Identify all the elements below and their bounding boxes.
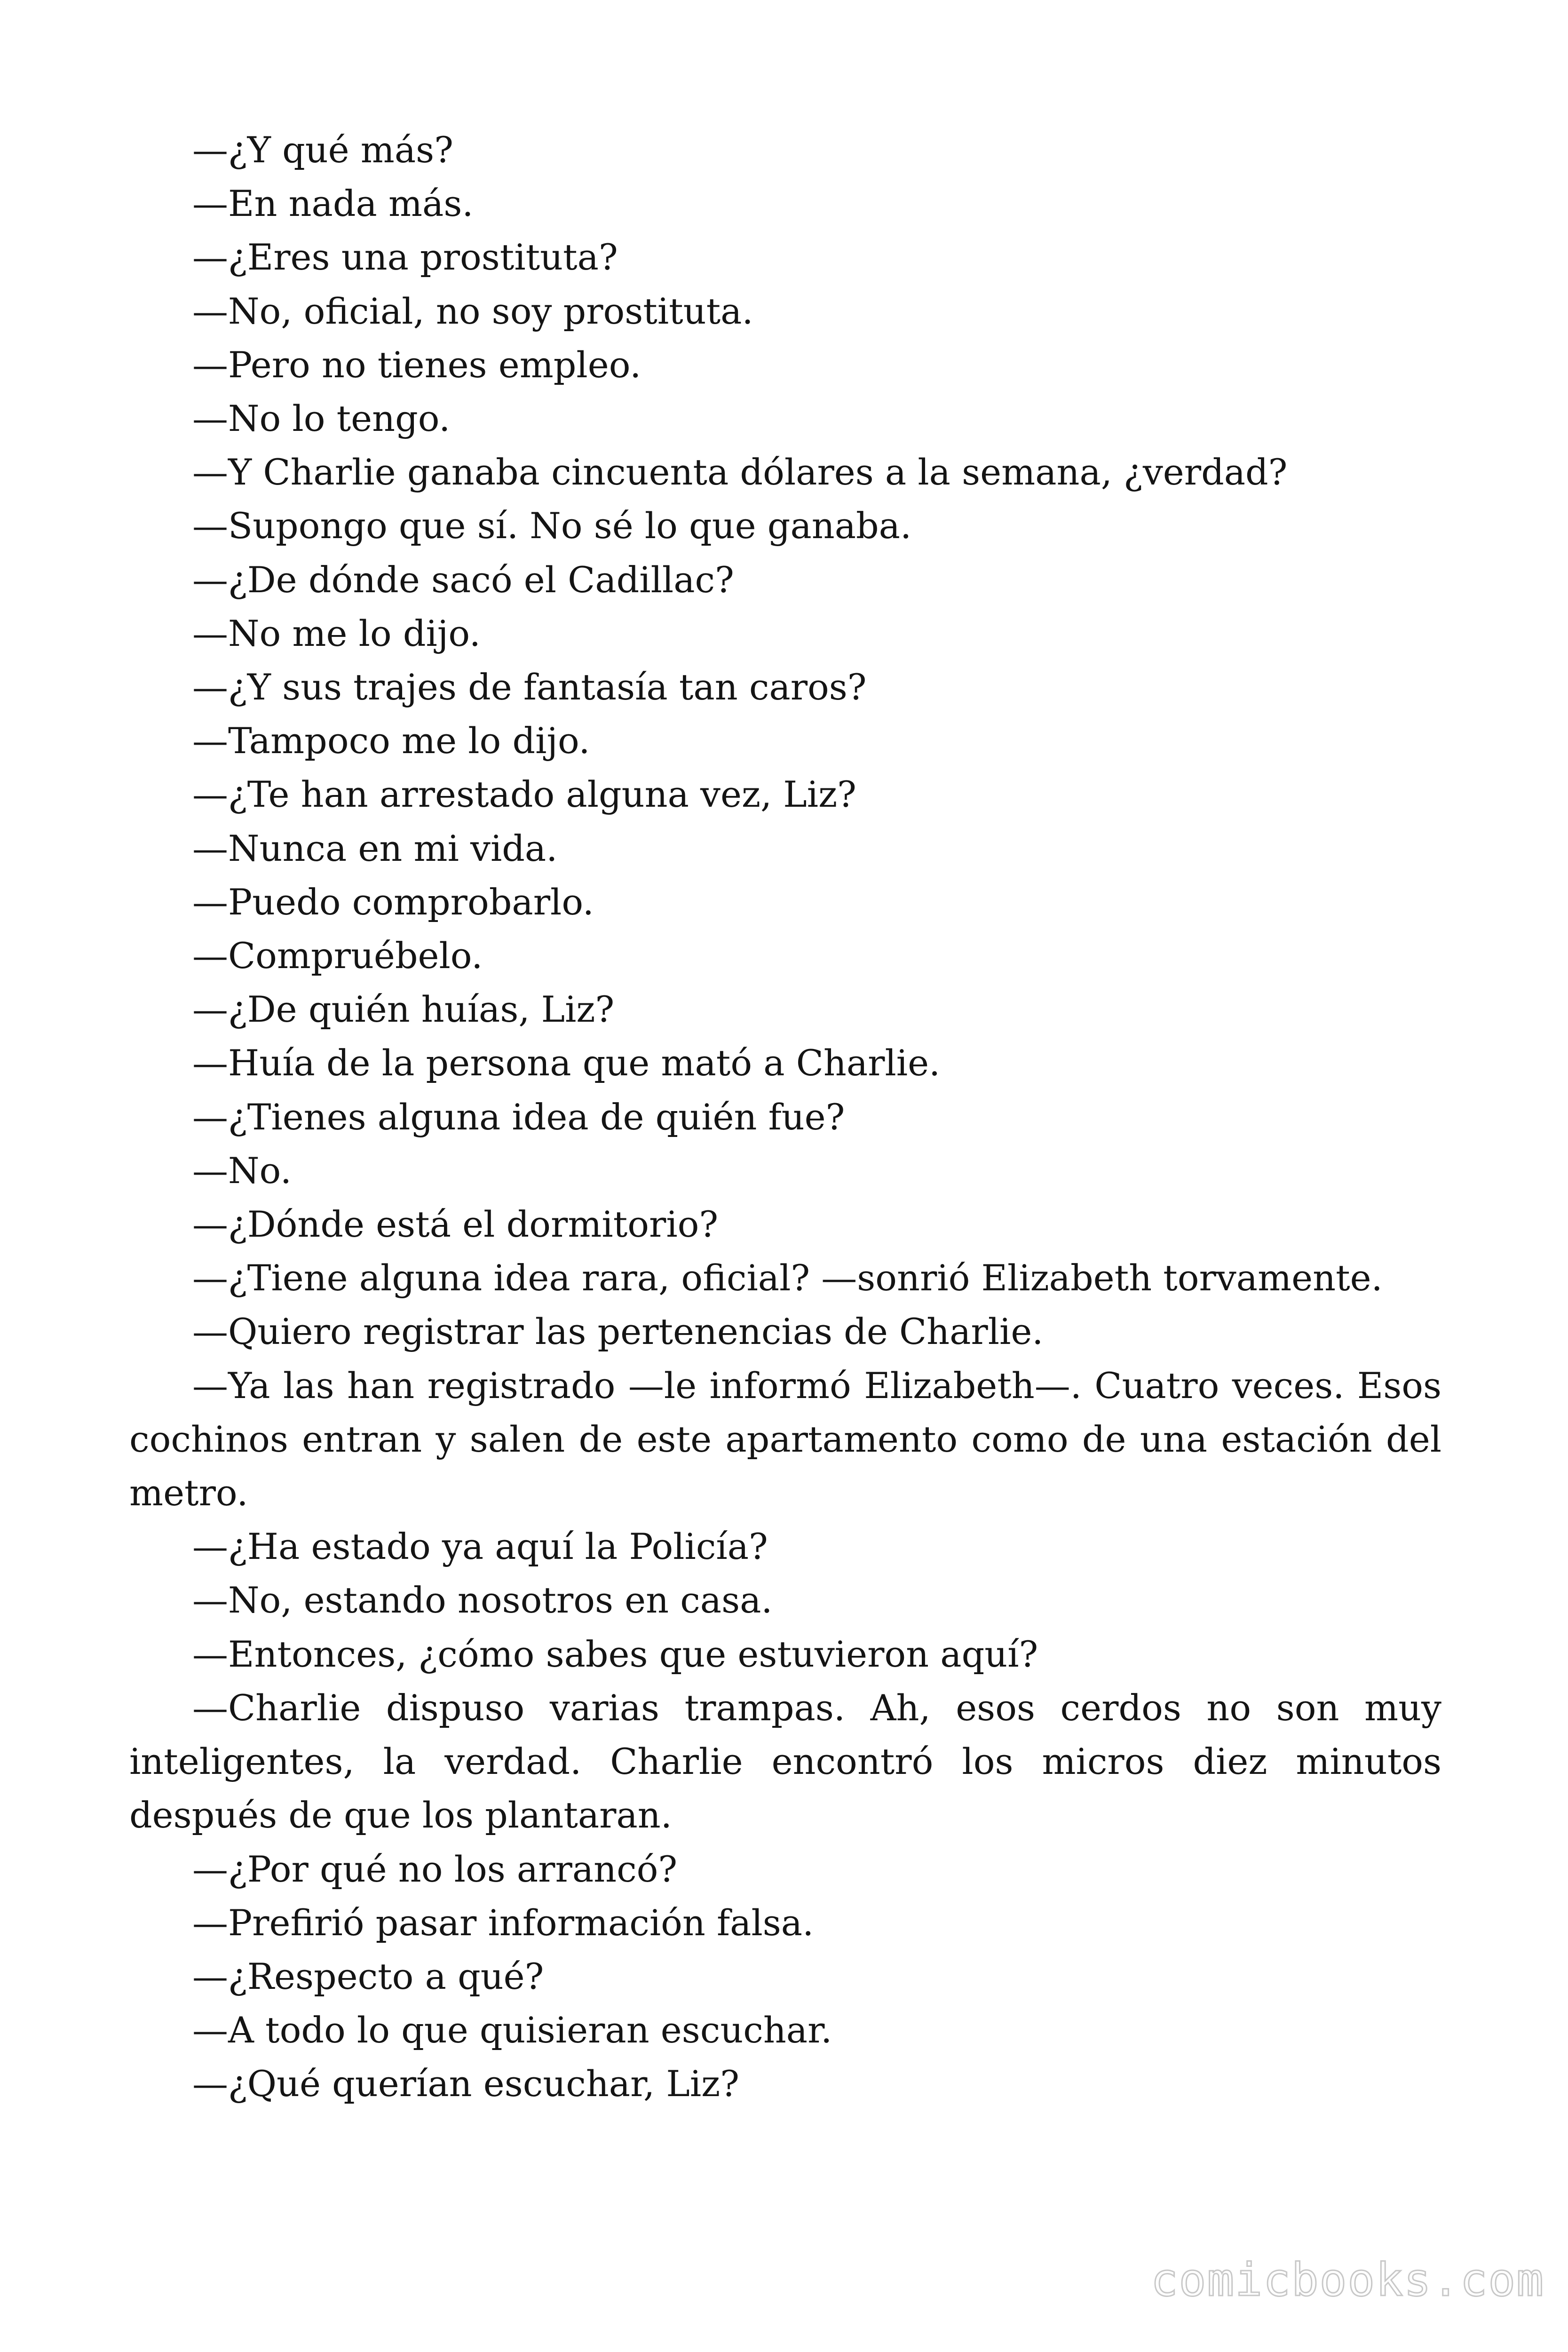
paragraph: —Entonces, ¿cómo sabes que estuvieron aquí? — [192, 1633, 1038, 1675]
paragraph: —¿Y qué más? — [192, 129, 453, 171]
paragraph: —¿De quién huías, Liz? — [192, 988, 615, 1031]
paragraph: —¿Respecto a qué? — [192, 1955, 544, 1997]
paragraph: —A todo lo que quisieran escuchar. — [192, 2009, 832, 2051]
paragraph: —Pero no tienes empleo. — [192, 343, 641, 386]
paragraph: —¿Eres una prostituta? — [192, 236, 618, 278]
paragraph: —¿Y sus trajes de fantasía tan caros? — [192, 666, 867, 708]
paragraph: —¿Tiene alguna idea rara, oficial? —sonrió Elizabeth torvamente. — [192, 1257, 1383, 1299]
paragraph: —¿De dónde sacó el Cadillac? — [192, 558, 734, 601]
paragraph: —Y Charlie ganaba cincuenta dólares a la semana, ¿verdad? — [192, 451, 1288, 493]
paragraph: —Charlie dispuso varias trampas. Ah, esos cerdos no son muy inteligentes, la verdad. Charlie encontró los micros diez minutos después de que los plantaran. — [129, 1686, 1441, 1836]
paragraph: —En nada más. — [192, 183, 474, 225]
paragraph: —Supongo que sí. No sé lo que ganaba. — [192, 505, 912, 547]
paragraph: —¿Tienes alguna idea de quién fue? — [192, 1096, 845, 1138]
watermark: comicbooks.com — [1150, 2254, 1544, 2306]
paragraph: —¿Qué querían escuchar, Liz? — [192, 2063, 739, 2105]
dialogue-text — [129, 123, 1441, 2111]
paragraph: —Tampoco me lo dijo. — [192, 720, 590, 762]
paragraph: —¿Te han arrestado alguna vez, Liz? — [192, 773, 856, 816]
paragraph: —Prefirió pasar información falsa. — [192, 1901, 814, 1944]
paragraph: —No me lo dijo. — [192, 612, 481, 654]
paragraph: —Ya las han registrado —le informó Elizabeth—. Cuatro veces. Esos cochinos entran y salen de este apartamento como de una estación del metro. — [129, 1364, 1441, 1514]
paragraph: —No, estando nosotros en casa. — [192, 1579, 773, 1621]
paragraph: —Compruébelo. — [192, 935, 483, 977]
paragraph: —¿Ha estado ya aquí la Policía? — [192, 1526, 768, 1568]
paragraph: —Nunca en mi vida. — [192, 827, 558, 869]
paragraph: —Quiero registrar las pertenencias de Charlie. — [192, 1311, 1044, 1353]
paragraph: —No, oficial, no soy prostituta. — [192, 290, 753, 332]
paragraph: —No lo tengo. — [192, 397, 451, 440]
paragraph: —No. — [192, 1149, 292, 1192]
paragraph: —Huía de la persona que mató a Charlie. — [192, 1042, 941, 1084]
paragraph: —¿Dónde está el dormitorio? — [192, 1203, 719, 1246]
paragraph: —¿Por qué no los arrancó? — [192, 1848, 678, 1890]
paragraph: —Puedo comprobarlo. — [192, 881, 594, 923]
